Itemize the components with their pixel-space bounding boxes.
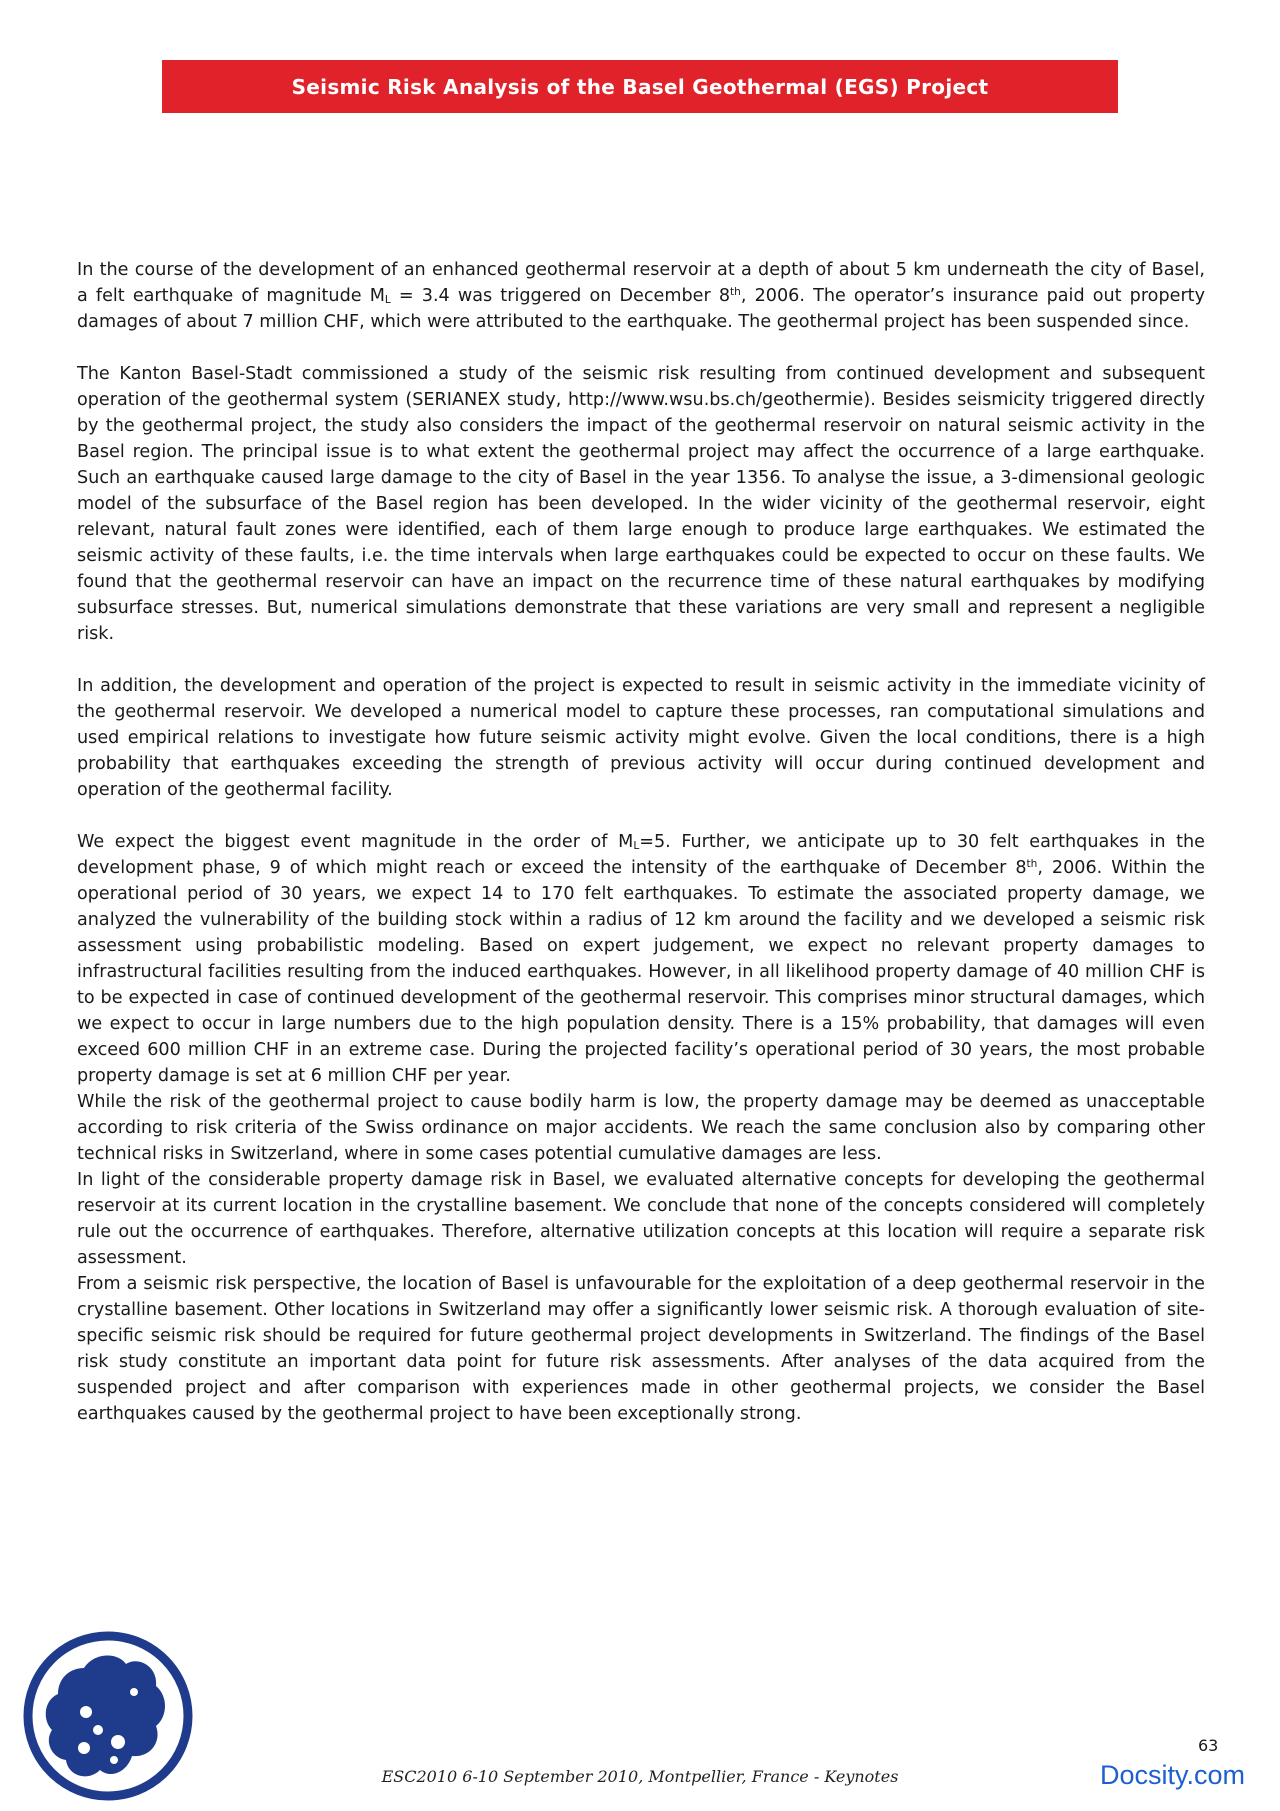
paragraph-7: From a seismic risk perspective, the location of Basel is unfavourable for the exploitation of a deep geothermal reservoir in the crystalline basement. Other locations in Switzerland may offer a significantly lower seismic risk. A thorough evaluation of site-specific seismic risk should be required for future geothermal project developments in Switzerland. The findings of the Basel risk study constitute an important data point for future risk assessments. After analyses of the data acquired from the suspended project and after comparison with experiences made in other geothermal projects, we consider the Basel earthquakes caused by the geothermal project to have been exceptionally strong. — [77, 1274, 1205, 1424]
conference-footer: ESC2010 6-10 September 2010, Montpellier, France - Keynotes — [381, 1767, 899, 1786]
paragraph-6: In light of the considerable property damage risk in Basel, we evaluated alternative concepts for developing the geothermal reservoir at its current location in the crystalline basement. We conclude that none of the concepts considered will completely rule out the occurrence of earthquakes. Therefore, alternative utilization concepts at this location will require a separate risk assessment. — [77, 1170, 1205, 1268]
watermark-link[interactable]: Docsity.com — [1100, 1760, 1246, 1790]
paragraph-2: The Kanton Basel-Stadt commissioned a study of the seismic risk resulting from continued development and subsequent operation of the geothermal system (SERIANEX study, http://www.wsu.bs.ch/geothermie). Besides seismicity triggered directly by the geothermal project, the study also considers the impact of the geothermal reservoir on natural seismic activity in the Basel region. The principal issue is to what extent the geothermal project may affect the occurrence of a large earthquake. Such an earthquake caused large damage to the city of Basel in the year 1356. To analyse the issue, a 3-dimensional geologic model of the subsurface of the Basel region has been developed. In the wider vicinity of the geothermal reservoir, eight relevant, natural fault zones were identified, each of them large enough to produce large earthquakes. We estimated the seismic activity of these faults, i.e. the time intervals when large earthquakes could be expected to occur on these faults. We found that the geothermal reservoir can have an impact on the recurrence time of these natural earthquakes by modifying subsurface stresses. But, numerical simulations demonstrate that these variations are very small and represent a negligible risk. — [77, 364, 1205, 644]
page-title: Seismic Risk Analysis of the Basel Geothermal (EGS) Project — [291, 74, 989, 99]
article-body — [77, 257, 1205, 1427]
page-number: 63 — [1198, 1736, 1219, 1755]
paragraph-3: In addition, the development and operation of the project is expected to result in seismic activity in the immediate vicinity of the geothermal reservoir. We developed a numerical model to capture these processes, ran computational simulations and used empirical relations to investigate how future seismic activity might evolve. Given the local conditions, there is a high probability that earthquakes exceeding the strength of previous activity will occur during continued development and operation of the geothermal facility. — [77, 676, 1205, 800]
header-banner — [162, 60, 1118, 113]
paragraph-4: We expect the biggest event magnitude in the order of $M_L=5$. Further, we anticipate up to 30 felt earthquakes in the development phase, 9 of which might reach or exceed the intensity of the earthquake of December 8th, 2006. Within the operational period of 30 years, we expect 14 to 170 felt earthquakes. To estimate the associated property damage, we analyzed the vulnerability of the building stock within a radius of 12 km around the facility and we developed a seismic risk assessment using probabilistic modeling. Based on expert judgement, we expect no relevant property damages to infrastructural facilities resulting from the induced earthquakes. However, in all likelihood property damage of 40 million CHF is to be expected in case of continued development of the geothermal reservoir. This comprises minor structural damages, which we expect to occur in large numbers due to the high population density. There is a 15% probability, that damages will even exceed 600 million CHF in an extreme case. During the projected facility’s operational period of 30 years, the most probable property damage is set at 6 million CHF per year. — [77, 832, 1205, 1086]
paragraph-1: In the course of the development of an enhanced geothermal reservoir at a depth of about 5 km underneath the city of Basel, a felt earthquake of magnitude $M_L = 3.4$ was triggered on December 8th, 2006. The operator’s insurance paid out property damages of about 7 million CHF, which were attributed to the earthquake. The geothermal project has been suspended since. — [77, 260, 1205, 332]
paragraph-5: While the risk of the geothermal project to cause bodily harm is low, the property damage may be deemed as unacceptable according to risk criteria of the Swiss ordinance on major accidents. We reach the same conclusion also by comparing other technical risks in Switzerland, where in some cases potential cumulative damages are less. — [77, 1092, 1205, 1164]
